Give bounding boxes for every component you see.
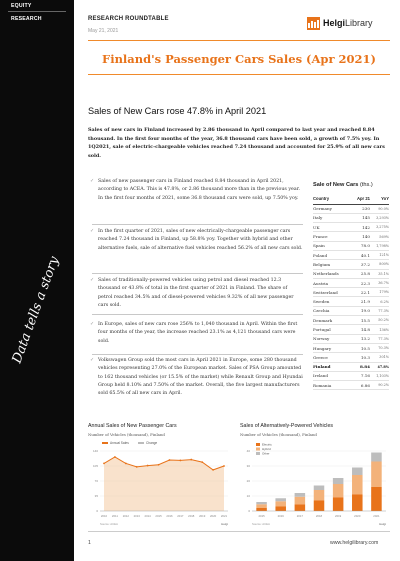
x-tick-label: 2015 [258, 514, 265, 518]
cell-apr21: 22.3 [351, 278, 370, 287]
x-tick-label: 2018 [188, 514, 195, 518]
cell-country: Hungary [313, 343, 351, 352]
bar-hybrid [256, 504, 267, 508]
cell-yoy: 47.8% [370, 362, 389, 371]
bar-electric [333, 498, 344, 512]
x-tick-label: 2017 [177, 514, 184, 518]
bar-hybrid [371, 462, 382, 488]
cell-apr21: 37.2 [351, 260, 370, 269]
table-row [313, 306, 389, 315]
table-row [313, 371, 389, 380]
data-point [212, 469, 214, 471]
table-row [313, 288, 389, 297]
data-point [158, 464, 160, 466]
table-row [313, 334, 389, 343]
x-tick-label: 2019 [335, 514, 342, 518]
table-row [313, 353, 389, 362]
cell-apr21: 40.1 [351, 250, 370, 259]
data-point [201, 461, 203, 463]
cell-apr21: 19.0 [351, 306, 370, 315]
cell-apr21: 142 [351, 223, 370, 232]
sidebar [0, 0, 74, 561]
bar-hybrid [314, 490, 325, 501]
bar-hybrid [352, 475, 363, 495]
cell-apr21: 15.5 [351, 316, 370, 325]
table-row [313, 213, 389, 222]
x-tick-label: 2010 [100, 514, 108, 518]
table-row [313, 204, 389, 213]
key-points-list [88, 178, 303, 407]
y-tick-label: 40 [246, 449, 250, 453]
page-title: Finland's Passenger Cars Sales (Apr 2021) [102, 52, 376, 66]
cell-apr21: 21.9 [351, 297, 370, 306]
y-tick-label: 35 [94, 494, 98, 498]
cell-country: Sweden [313, 297, 351, 306]
legend-swatch-sales [102, 442, 108, 444]
cell-country: Austria [313, 278, 351, 287]
bar-other [275, 498, 286, 501]
cell-country: Poland [313, 250, 351, 259]
bar-other [256, 502, 267, 504]
helgi-library-logo[interactable] [307, 16, 373, 30]
data-point [125, 463, 127, 465]
cell-country: Finland [313, 362, 351, 371]
y-tick-label: 105 [92, 464, 98, 468]
y-tick-label: 140 [92, 449, 98, 453]
bullet-icon: ✓ [90, 358, 94, 363]
table-row [313, 316, 389, 325]
bullet-divider [92, 224, 303, 225]
y-tick-label: 0 [248, 509, 250, 513]
bar-other [371, 453, 382, 462]
page-number: 1 [88, 540, 91, 546]
cell-yoy: 77.3% [370, 306, 389, 315]
x-tick-label: 2011 [111, 514, 118, 518]
cell-country: Romania [313, 381, 351, 390]
chart2-title: Sales of Alternatively-Powered Vehicles [240, 423, 334, 429]
cell-country: Germany [313, 204, 351, 213]
y-tick-label: 20 [246, 479, 250, 483]
bar-electric [295, 504, 306, 511]
data-point [114, 456, 116, 458]
chart2-subtitle: Number of Vehicles (thousand), Finland [240, 432, 317, 437]
cell-yoy: 121% [370, 250, 389, 259]
table-row [313, 297, 389, 306]
cell-country: Italy [313, 213, 351, 222]
cell-yoy: 301% [370, 353, 389, 362]
x-tick-label: 2020 [354, 514, 361, 518]
bar-hybrid [275, 501, 286, 506]
cell-country: Belgium [313, 260, 351, 269]
x-tick-label: 2016 [166, 514, 173, 518]
key-point: ✓ Sales of new passenger cars in Finland reached 8.84 thousand in April 2021, according to ACEA. This is 47.8%, or 2.86 thousand more than in the previous year. In the first four months of 2021, some 36.8 thousand cars were sold, up 7.50% yoy. [90, 179, 300, 201]
cell-country: Switzerland [313, 288, 351, 297]
y-tick-label: 10 [246, 494, 250, 498]
legend-swatch-change [138, 442, 144, 444]
column-header-apr21: Apr 21 [351, 194, 370, 204]
table-row [313, 250, 389, 259]
table-row [313, 260, 389, 269]
report-date: May 21, 2021 [88, 28, 119, 34]
article-subtitle: Sales of New Cars rose 47.8% in April 2021 [88, 106, 267, 116]
bullet-icon: ✓ [90, 278, 94, 283]
cell-country: France [313, 232, 351, 241]
cell-country: Norway [313, 334, 351, 343]
data-point [136, 466, 138, 468]
cell-apr21: 14.8 [351, 325, 370, 334]
bullet-divider [92, 314, 303, 315]
legend-swatch [256, 448, 260, 451]
cell-apr21: 8.84 [351, 362, 370, 371]
x-tick-label: 2014 [144, 514, 151, 518]
cell-yoy: 1,798% [370, 241, 389, 250]
bullet-divider [92, 273, 303, 274]
cell-apr21: 230 [351, 204, 370, 213]
chart-source: Source: ACEA [252, 522, 270, 526]
vertical-slogan-text: Data tells a story [9, 254, 63, 366]
cell-apr21: 6.86 [351, 381, 370, 390]
legend-label: Electric [262, 442, 272, 447]
x-tick-label: 2021 [220, 514, 228, 518]
cell-country: Spain [313, 241, 351, 250]
table-row [313, 223, 389, 232]
bar-electric [371, 487, 382, 511]
cell-apr21: 140 [351, 232, 370, 241]
logo-wordmark: HelgiLibrary [323, 18, 373, 28]
table-header-row [313, 194, 389, 204]
cell-yoy: 77.3% [370, 334, 389, 343]
cell-country: Ireland [313, 371, 351, 380]
bar-other [295, 493, 306, 497]
chart-source: Source: ACEA [100, 522, 118, 526]
x-tick-label: 2015 [155, 514, 162, 518]
table-row [313, 381, 389, 390]
article-intro: Sales of new cars in Finland increased by 2.86 thousand in April compared to last year and reached 8.84 thousand. In the first four months of the year, 36.8 thousand cars have been sold, a growth of 7.5% yoy. In 1Q2021, sale of electric-chargeable vehicles reached 7.24 thousand and accounted for 25.9% of all new cars sold. [88, 127, 385, 159]
cell-country: Czechia [313, 306, 351, 315]
x-tick-label: 2012 [122, 514, 129, 518]
cell-country: Netherlands [313, 269, 351, 278]
cell-apr21: 25.8 [351, 269, 370, 278]
x-tick-label: 2018 [315, 514, 323, 518]
data-point [179, 460, 181, 462]
cell-yoy: 36.7% [370, 278, 389, 287]
cell-country: Greece [313, 353, 351, 362]
legend-label: Annual Sales [110, 441, 129, 445]
table-row [313, 325, 389, 334]
y-tick-label: 70 [94, 479, 98, 483]
table-title: Sale of New Cars (ths.) [313, 182, 373, 188]
cell-yoy: 136% [370, 325, 389, 334]
bar-electric [275, 507, 286, 512]
bar-other [352, 468, 363, 476]
cell-yoy: 3,275% [370, 223, 389, 232]
legend-label: Hybrid [262, 447, 271, 452]
bar-hybrid [333, 484, 344, 498]
bar-electric [314, 501, 325, 512]
legend-swatch [256, 452, 260, 455]
cell-yoy: 569% [370, 232, 389, 241]
cell-apr21: 10.5 [351, 343, 370, 352]
table-row [313, 232, 389, 241]
key-point: ✓ In Europe, sales of new cars rose 256% to 1,040 thousand in April. Within the first four months of the year, the increase reached 23.1% as 4,121 thousand cars were sold. [90, 322, 298, 344]
cell-country: Portugal [313, 325, 351, 334]
column-header-yoy: YoY [370, 194, 389, 204]
x-tick-label: 2019 [199, 514, 206, 518]
table-row [313, 241, 389, 250]
bar-electric [352, 495, 363, 512]
country-sales-table [313, 194, 389, 390]
chart-logo: Helgi [379, 522, 386, 526]
cell-apr21: 22.1 [351, 288, 370, 297]
data-point [190, 459, 192, 461]
bar-electric [256, 508, 267, 511]
bullet-icon: ✓ [90, 322, 94, 327]
key-point: ✓ Sales of traditionally-powered vehicles using petrol and diesel reached 12.3 thousand or 43.8% of total in the first quarter of 2021 in Finland. The share of petrol reached 34.5% and of diesel-powered vehicles 9.32% of all new passenger cars sold. [90, 278, 294, 308]
cell-apr21: 78.0 [351, 241, 370, 250]
legend-label: Other [262, 451, 270, 456]
header-divider [88, 40, 390, 41]
cell-yoy: 179% [370, 288, 389, 297]
annual-sales-chart [88, 441, 232, 528]
cell-yoy: 35.1% [370, 269, 389, 278]
bar-other [314, 486, 325, 491]
x-tick-label: 2021 [373, 514, 380, 518]
data-point [147, 465, 149, 467]
cell-yoy: 90.2% [370, 381, 389, 390]
data-point [223, 465, 225, 467]
bullet-icon: ✓ [90, 179, 94, 184]
x-tick-label: 2017 [296, 514, 303, 518]
sidebar-divider [8, 11, 66, 12]
sidebar-tag-line2: RESEARCH [11, 16, 42, 22]
key-point: ✓ In the first quarter of 2021, sales of new electrically-chargeable passenger cars reached 7.24 thousand in Finland, up 58.8% yoy. Together with hybrid and other alternative fuels, sale of alternative fuel vehicles reached 56.2% of all new cars sold. [90, 229, 303, 251]
x-tick-label: 2013 [133, 514, 140, 518]
alt-powered-chart [240, 441, 390, 528]
cell-apr21: 10.3 [351, 353, 370, 362]
cell-apr21: 145 [351, 213, 370, 222]
bar-other [333, 478, 344, 484]
data-point [103, 463, 105, 465]
legend-label: Change [146, 441, 158, 445]
cell-country: Denmark [313, 316, 351, 325]
cell-yoy: 70.3% [370, 343, 389, 352]
cell-apr21: 13.2 [351, 334, 370, 343]
cell-yoy: 50.2% [370, 316, 389, 325]
table-row [313, 278, 389, 287]
footer-divider [88, 531, 390, 532]
key-point: ✓ Volkswagen Group sold the most cars in April 2021 in Europe, some 280 thousand vehicles representing 27.0% of the European market. Sales of PSA Group amounted to 162 thousand vehicles (or 15.5% of the market) while Renault Group and Hyundai Group held 8.10% and 7.50% of the market. Overall, the five largest manufacturers sold 65.5% of all new cars in April. [90, 358, 303, 397]
x-tick-label: 2020 [209, 514, 217, 518]
x-tick-label: 2016 [277, 514, 284, 518]
cell-yoy: 90.0% [370, 204, 389, 213]
bullet-icon: ✓ [90, 229, 94, 234]
table-row [313, 269, 389, 278]
table-row [313, 362, 389, 371]
chart-logo: Helgi [221, 522, 228, 526]
cell-country: UK [313, 223, 351, 232]
sidebar-vertical-slogan [9, 250, 63, 370]
section-label: RESEARCH ROUNDTABLE [88, 16, 169, 22]
bar-hybrid [295, 497, 306, 505]
cell-apr21: 7.16 [351, 371, 370, 380]
library-books-icon [307, 17, 320, 30]
sidebar-tag-line1: EQUITY [11, 3, 32, 9]
website-link[interactable]: www.helgilibrary.com [330, 540, 379, 546]
column-header-country: Country [313, 194, 351, 204]
bullet-divider [92, 354, 303, 355]
legend-swatch [256, 443, 260, 446]
title-divider [88, 74, 390, 75]
cell-yoy: 3,293% [370, 213, 389, 222]
table-row [313, 343, 389, 352]
chart1-subtitle: Number of Vehicles (thousand), Finland [88, 432, 165, 437]
cell-yoy: 1,103% [370, 371, 389, 380]
cell-yoy: 6.2% [370, 297, 389, 306]
y-tick-label: 0 [96, 509, 98, 513]
chart1-title: Annual Sales of New Passenger Cars [88, 423, 177, 429]
data-point [169, 459, 171, 461]
y-tick-label: 30 [246, 464, 250, 468]
cell-yoy: 800% [370, 260, 389, 269]
